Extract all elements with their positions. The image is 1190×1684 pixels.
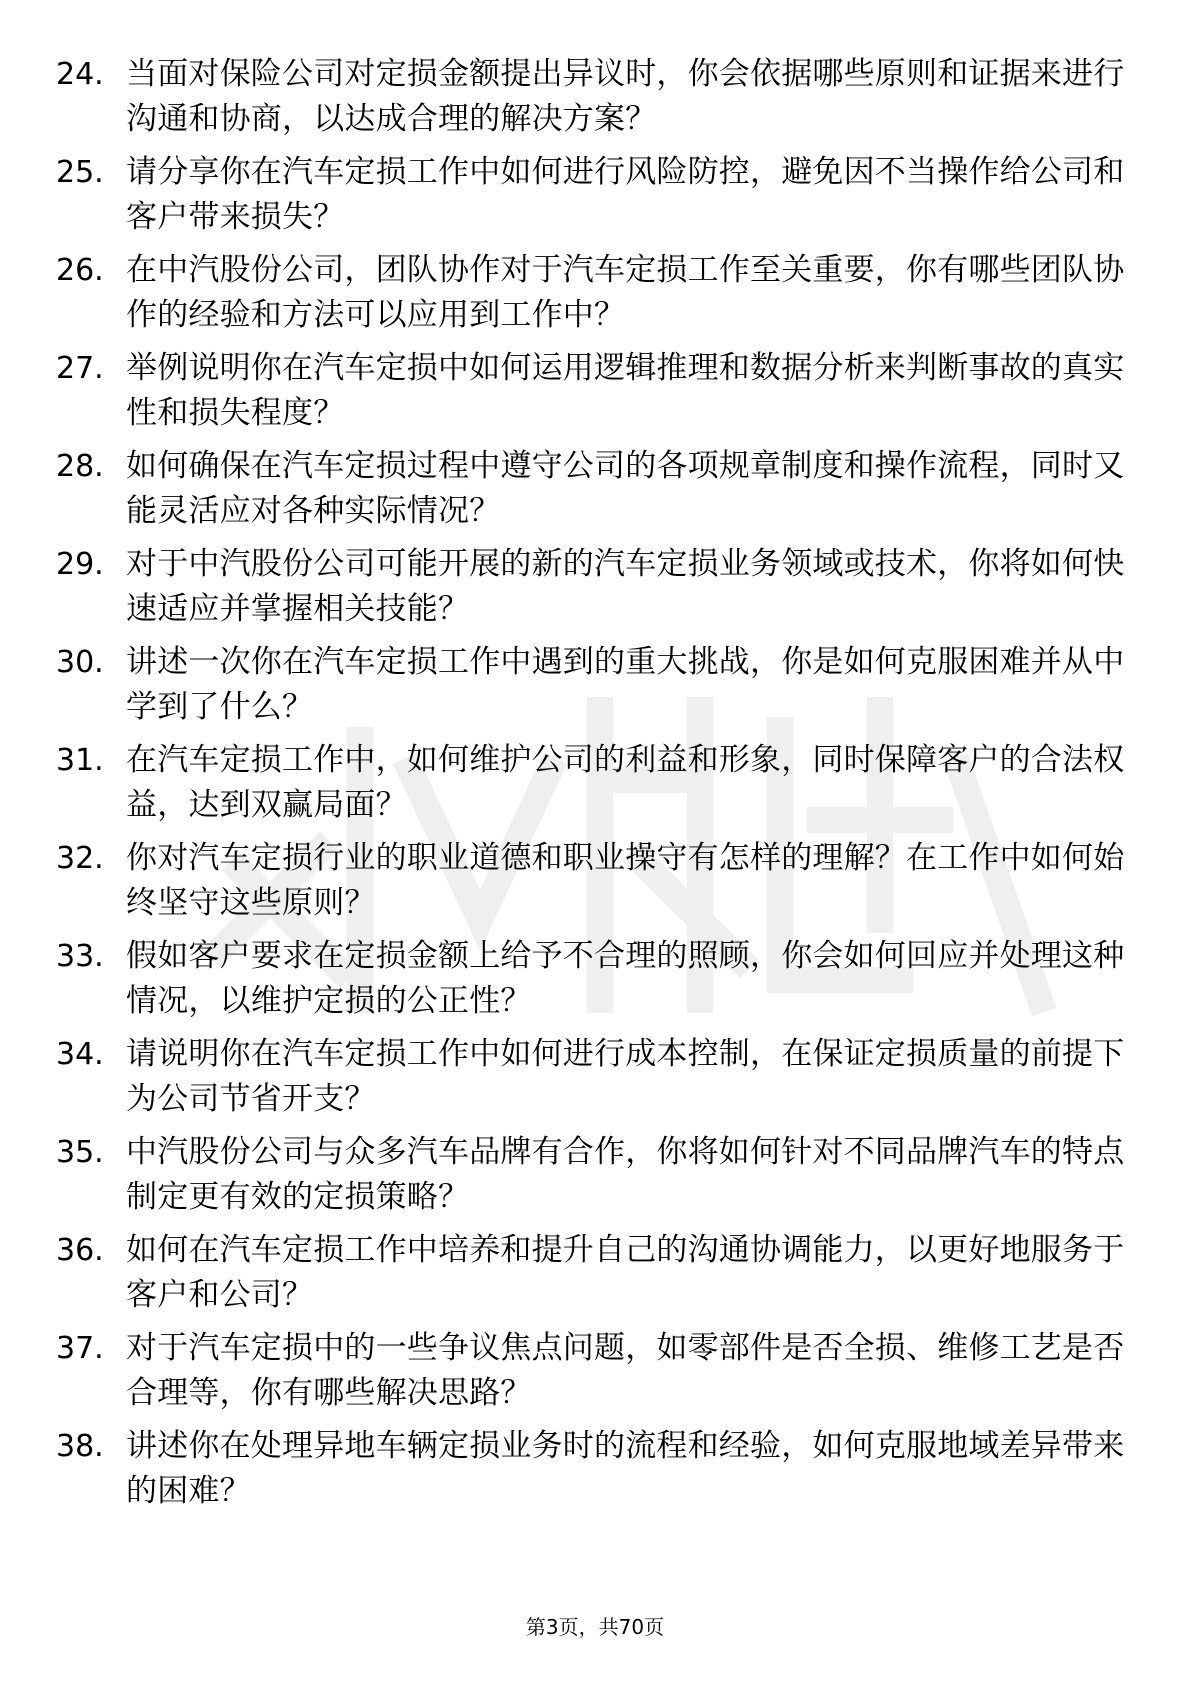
question-item-25 [56, 150, 1136, 248]
question-item-26 [56, 248, 1136, 346]
question-number: 38. [56, 1429, 104, 1464]
question-text: 举例说明你在汽车定损中如何运用逻辑推理和数据分析来判断事故的真实性和损失程度？ [126, 350, 1125, 431]
question-number: 35. [56, 1135, 104, 1170]
question-text: 当面对保险公司对定损金额提出异议时，你会依据哪些原则和证据来进行沟通和协商，以达成合理的解决方案？ [126, 56, 1125, 137]
question-number: 30. [56, 645, 104, 680]
question-list [56, 52, 1136, 1522]
question-item-28 [56, 444, 1136, 542]
question-item-30 [56, 640, 1136, 738]
question-number: 33. [56, 939, 104, 974]
question-text: 讲述一次你在汽车定损工作中遇到的重大挑战，你是如何克服困难并从中学到了什么？ [126, 644, 1125, 725]
question-text: 对于汽车定损中的一些争议焦点问题，如零部件是否全损、维修工艺是否合理等，你有哪些解决思路？ [126, 1330, 1125, 1411]
question-item-24 [56, 52, 1136, 150]
question-item-37 [56, 1326, 1136, 1424]
question-number: 26. [56, 253, 104, 288]
question-text: 假如客户要求在定损金额上给予不合理的照顾，你会如何回应并处理这种情况，以维护定损的公正性？ [126, 938, 1125, 1019]
question-number: 37. [56, 1331, 104, 1366]
question-number: 24. [56, 57, 104, 92]
question-number: 27. [56, 351, 104, 386]
question-text: 讲述你在处理异地车辆定损业务时的流程和经验，如何克服地域差异带来的困难？ [126, 1428, 1125, 1509]
question-item-36 [56, 1228, 1136, 1326]
question-number: 28. [56, 449, 104, 484]
question-item-31 [56, 738, 1136, 836]
question-item-38 [56, 1424, 1136, 1522]
question-text: 在中汽股份公司，团队协作对于汽车定损工作至关重要，你有哪些团队协作的经验和方法可以应用到工作中？ [126, 252, 1125, 333]
question-item-35 [56, 1130, 1136, 1228]
question-text: 如何确保在汽车定损过程中遵守公司的各项规章制度和操作流程，同时又能灵活应对各种实际情况？ [126, 448, 1125, 529]
question-text: 你对汽车定损行业的职业道德和职业操守有怎样的理解？在工作中如何始终坚守这些原则？ [126, 840, 1125, 921]
question-text: 在汽车定损工作中，如何维护公司的利益和形象，同时保障客户的合法权益，达到双赢局面？ [126, 742, 1125, 823]
question-number: 31. [56, 743, 104, 778]
question-text: 如何在汽车定损工作中培养和提升自己的沟通协调能力，以更好地服务于客户和公司？ [126, 1232, 1125, 1313]
question-text: 请说明你在汽车定损工作中如何进行成本控制，在保证定损质量的前提下为公司节省开支？ [126, 1036, 1125, 1117]
question-item-29 [56, 542, 1136, 640]
question-item-33 [56, 934, 1136, 1032]
page-footer [0, 1614, 1190, 1640]
question-number: 25. [56, 155, 104, 190]
question-item-34 [56, 1032, 1136, 1130]
question-text: 请分享你在汽车定损工作中如何进行风险防控，避免因不当操作给公司和客户带来损失？ [126, 154, 1125, 235]
question-text: 对于中汽股份公司可能开展的新的汽车定损业务领域或技术，你将如何快速适应并掌握相关技能？ [126, 546, 1125, 627]
question-number: 36. [56, 1233, 104, 1268]
question-item-32 [56, 836, 1136, 934]
question-number: 32. [56, 841, 104, 876]
question-text: 中汽股份公司与众多汽车品牌有合作，你将如何针对不同品牌汽车的特点制定更有效的定损策略？ [126, 1134, 1125, 1215]
question-number: 29. [56, 547, 104, 582]
question-item-27 [56, 346, 1136, 444]
question-number: 34. [56, 1037, 104, 1072]
page-number-label: 第3页，共70页 [525, 1615, 665, 1639]
